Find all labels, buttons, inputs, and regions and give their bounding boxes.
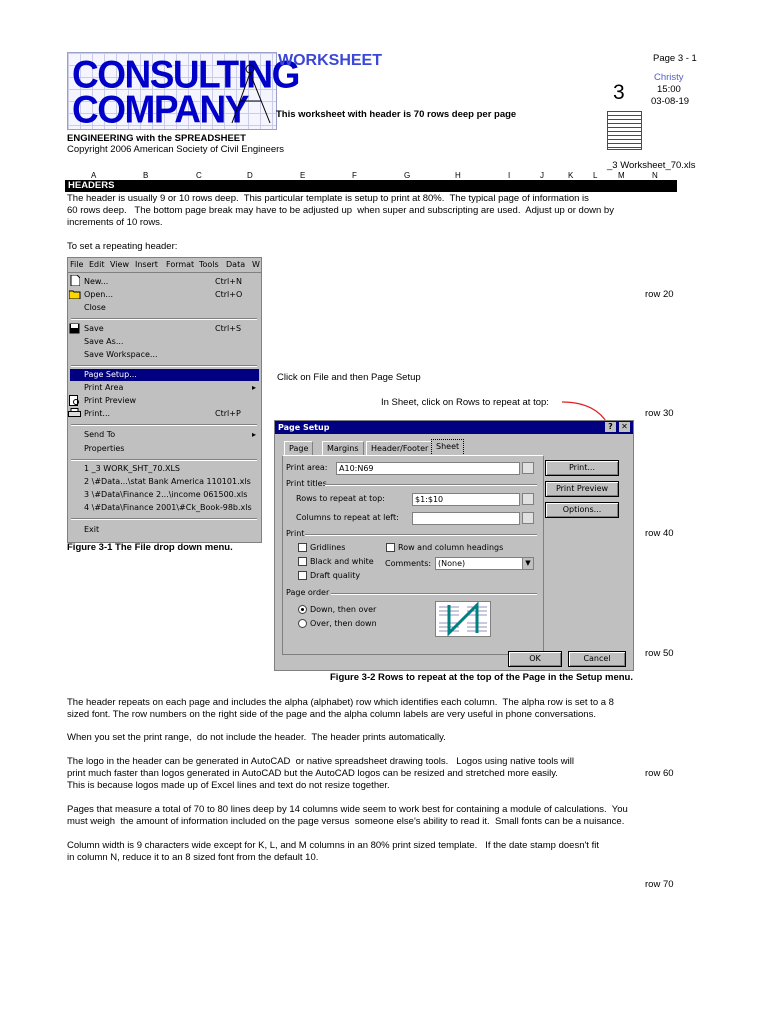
- ruled-lines-icon: [607, 111, 642, 150]
- company-logo: [67, 52, 299, 132]
- menu-file[interactable]: File: [70, 260, 84, 269]
- column-letter: E: [300, 171, 306, 180]
- shortcut-open: Ctrl+O: [215, 290, 243, 299]
- print-titles-label: Print titles: [286, 479, 327, 488]
- print-preview-button[interactable]: Print Preview: [545, 481, 619, 497]
- page-setup-dialog: [274, 420, 634, 671]
- menu-window[interactable]: W: [252, 260, 260, 269]
- row-label: row 70: [645, 879, 674, 890]
- menu-item-open[interactable]: Open...: [84, 290, 113, 299]
- gridlines-checkbox[interactable]: [298, 543, 307, 552]
- page-order-label: Page order: [286, 588, 330, 597]
- submenu-arrow-icon: ▸: [252, 383, 257, 392]
- recent-file-4[interactable]: 4 \#Data\Finance 2001\#Ck_Book-98b.xls: [84, 503, 252, 512]
- collapse-dialog-icon[interactable]: [522, 462, 534, 474]
- menu-separator: [71, 318, 257, 320]
- menu-item-properties[interactable]: Properties: [84, 444, 125, 453]
- column-letter: G: [404, 171, 411, 180]
- compass-icon: [226, 63, 274, 125]
- columns-to-repeat-label: Columns to repeat at left:: [296, 513, 399, 522]
- down-then-over-radio[interactable]: [298, 605, 307, 614]
- options-button[interactable]: Options...: [545, 502, 619, 518]
- menu-item-page-setup[interactable]: Page Setup...: [84, 370, 137, 379]
- chevron-down-icon[interactable]: ▼: [522, 557, 534, 570]
- book-title: ENGINEERING with the SPREADSHEET: [67, 133, 246, 144]
- column-letter: H: [455, 171, 461, 180]
- logo-line-1: CONSULTING: [72, 52, 299, 97]
- row-label: row 40: [645, 528, 674, 539]
- menu-format[interactable]: Format: [166, 260, 195, 269]
- column-letter: C: [196, 171, 202, 180]
- sheet-instruction: In Sheet, click on Rows to repeat at top:: [381, 397, 549, 408]
- columns-to-repeat-input[interactable]: [412, 512, 520, 525]
- open-folder-icon: [69, 289, 81, 301]
- menu-insert[interactable]: Insert: [135, 260, 158, 269]
- page-order-preview-icon: [435, 601, 491, 637]
- menu-item-save[interactable]: Save: [84, 324, 104, 333]
- intro-line-1: The header is usually 9 or 10 rows deep. This particular template is setup to print at 80%. The typical page of information is: [67, 193, 589, 204]
- body-paragraph-4: Pages that measure a total of 70 to 80 lines deep by 14 columns wide seem to work best for containing a module of calculations. You must weigh the amount of information included on the page versus someone else's ability to read it. Small fonts can be a nuisance.: [67, 804, 628, 827]
- column-letter: J: [540, 171, 544, 180]
- draft-quality-checkbox[interactable]: [298, 571, 307, 580]
- menu-item-print-preview[interactable]: Print Preview: [84, 396, 137, 405]
- menu-tools[interactable]: Tools: [199, 260, 219, 269]
- tab-margins[interactable]: Margins: [322, 441, 364, 455]
- shortcut-save: Ctrl+S: [215, 324, 242, 333]
- logo-line-2: COMPANY: [72, 87, 248, 132]
- dialog-title-bar: [275, 421, 633, 434]
- menu-item-exit[interactable]: Exit: [84, 525, 100, 534]
- comments-label: Comments:: [385, 559, 432, 568]
- figure-2-caption: Figure 3-2 Rows to repeat at the top of the Page in the Setup menu.: [330, 672, 633, 683]
- shortcut-print: Ctrl+P: [215, 409, 241, 418]
- row-label: row 50: [645, 648, 674, 659]
- column-letter: D: [247, 171, 253, 180]
- tab-header-footer[interactable]: Header/Footer: [366, 441, 433, 455]
- help-icon[interactable]: ?: [605, 422, 616, 432]
- body-paragraph-5: Column width is 9 characters wide except for K, L, and M columns in an 80% print sized template. If the date stamp doesn't fit in column N, reduce it to an 8 sized font from the default 10.: [67, 840, 599, 863]
- column-letter: K: [568, 171, 574, 180]
- group-divider: [305, 534, 537, 536]
- menu-item-new[interactable]: New...: [84, 277, 109, 286]
- column-letter: L: [593, 171, 598, 180]
- comments-select[interactable]: (None): [435, 557, 523, 570]
- date-stamp: 03-08-19: [651, 96, 690, 107]
- file-menu-screenshot: [67, 257, 262, 543]
- collapse-dialog-icon[interactable]: [522, 512, 534, 524]
- row-col-headings-label: Row and column headings: [398, 543, 504, 552]
- intro-line-3: increments of 10 rows.: [67, 217, 163, 228]
- menu-view[interactable]: View: [110, 260, 129, 269]
- tab-page[interactable]: Page: [284, 441, 313, 455]
- menu-item-save-as[interactable]: Save As...: [84, 337, 124, 346]
- repeat-header-text: To set a repeating header:: [67, 241, 178, 252]
- menu-bar: [68, 258, 261, 273]
- file-name: _3 Worksheet_70.xls: [607, 160, 696, 171]
- recent-file-1[interactable]: 1 _3 WORK_SHT_70.XLS: [84, 464, 180, 473]
- group-divider: [325, 484, 537, 486]
- row-label: row 60: [645, 768, 674, 779]
- cancel-button[interactable]: Cancel: [568, 651, 626, 667]
- column-letter: N: [652, 171, 658, 180]
- author-name: Christy: [654, 72, 684, 83]
- print-section-label: Print: [286, 529, 305, 538]
- close-icon[interactable]: ✕: [619, 422, 630, 432]
- chapter-number: 3: [613, 81, 625, 104]
- figure-1-caption: Figure 3-1 The File drop down menu.: [67, 542, 233, 553]
- column-letter: F: [352, 171, 357, 180]
- column-letter: M: [618, 171, 625, 180]
- column-letter: B: [143, 171, 149, 180]
- row-col-headings-checkbox[interactable]: [386, 543, 395, 552]
- menu-item-save-workspace[interactable]: Save Workspace...: [84, 350, 158, 359]
- print-area-input[interactable]: A10:N69: [336, 462, 520, 475]
- menu-separator: [71, 365, 257, 367]
- group-divider: [331, 593, 537, 595]
- menu-separator: [71, 518, 257, 520]
- black-white-label: Black and white: [310, 557, 374, 566]
- worksheet-subtitle: This worksheet with header is 70 rows deep per page: [276, 109, 517, 120]
- shortcut-new: Ctrl+N: [215, 277, 242, 286]
- down-then-over-label: Down, then over: [310, 605, 377, 614]
- intro-line-2: 60 rows deep. The bottom page break may have to be adjusted up when super and subscripting are used. Adjust up or down by: [67, 205, 614, 216]
- submenu-arrow-icon: ▸: [252, 430, 257, 439]
- ok-button[interactable]: OK: [508, 651, 562, 667]
- gridlines-label: Gridlines: [310, 543, 346, 552]
- menu-item-print-area[interactable]: Print Area: [84, 383, 124, 392]
- menu-edit[interactable]: Edit: [89, 260, 105, 269]
- print-button[interactable]: Print...: [545, 460, 619, 476]
- print-preview-icon: [69, 395, 80, 408]
- menu-separator: [71, 424, 257, 426]
- draft-quality-label: Draft quality: [310, 571, 361, 580]
- rows-to-repeat-label: Rows to repeat at top:: [296, 494, 385, 503]
- tab-sheet[interactable]: Sheet: [431, 439, 464, 456]
- rows-to-repeat-input[interactable]: $1:$10: [412, 493, 520, 506]
- print-area-label: Print area:: [286, 463, 328, 472]
- menu-item-close[interactable]: Close: [84, 303, 106, 312]
- column-letter: A: [91, 171, 97, 180]
- time-stamp: 15:00: [657, 84, 681, 95]
- over-then-down-radio[interactable]: [298, 619, 307, 628]
- section-header-bar: HEADERS: [65, 180, 677, 192]
- page-number: Page 3 - 1: [653, 53, 697, 64]
- copyright: Copyright 2006 American Society of Civil Engineers: [67, 144, 285, 155]
- black-white-checkbox[interactable]: [298, 557, 307, 566]
- menu-separator: [71, 459, 257, 461]
- menu-item-send-to[interactable]: Send To: [84, 430, 116, 439]
- collapse-dialog-icon[interactable]: [522, 493, 534, 505]
- save-disk-icon: [69, 323, 80, 336]
- menu-item-print[interactable]: Print...: [84, 409, 111, 418]
- click-instruction: Click on File and then Page Setup: [277, 372, 421, 383]
- over-then-down-label: Over, then down: [310, 619, 377, 628]
- body-paragraph-2: When you set the print range, do not include the header. The header prints automatically.: [67, 732, 446, 743]
- body-paragraph-1: The header repeats on each page and includes the alpha (alphabet) row which identifies each column. The alpha row is set to a 8 sized font. The row numbers on the right side of the page and the alpha column labels are very useful in phone conversations.: [67, 697, 614, 720]
- row-label: row 20: [645, 289, 674, 300]
- menu-data[interactable]: Data: [226, 260, 246, 269]
- body-paragraph-3: The logo in the header can be generated in AutoCAD or native spreadsheet drawing tools. Logos using native tools will print much faster than logos generated in AutoCAD but the AutoCAD logos can be resized and stretched more easily. This is because logos made up of Excel lines and text do not resize together.: [67, 756, 574, 791]
- recent-file-2[interactable]: 2 \#Data...\stat Bank America 110101.xls: [84, 477, 251, 486]
- new-file-icon: [70, 275, 80, 288]
- column-letter: I: [508, 171, 511, 180]
- row-label: row 30: [645, 408, 674, 419]
- recent-file-3[interactable]: 3 \#Data\Finance 2...\income 061500.xls: [84, 490, 248, 499]
- dialog-title: Page Setup: [278, 423, 330, 432]
- worksheet-title: WORKSHEET: [278, 52, 382, 69]
- printer-icon: [68, 408, 81, 420]
